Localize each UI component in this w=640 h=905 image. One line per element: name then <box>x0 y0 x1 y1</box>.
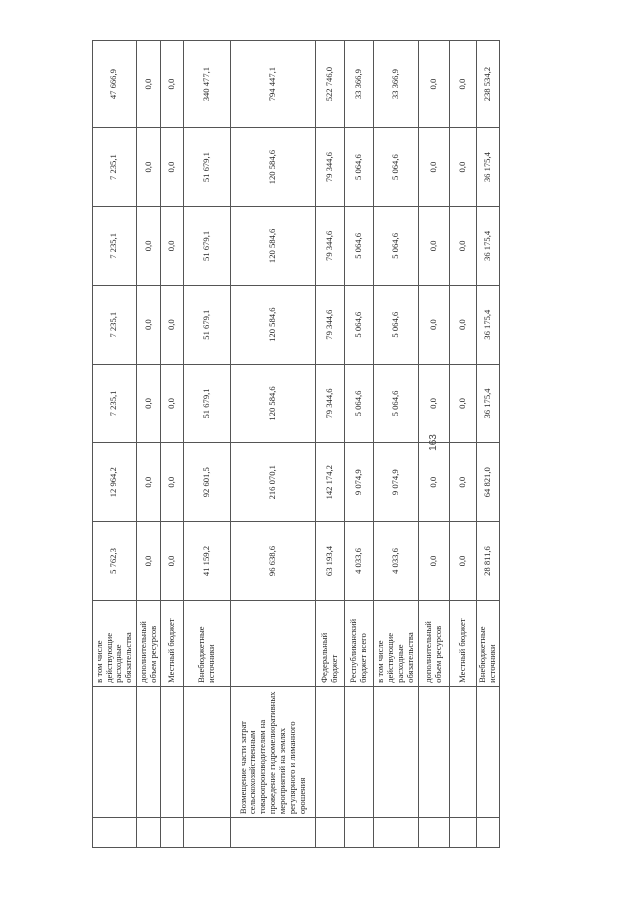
value-cell: 120 584,6 <box>231 207 315 286</box>
value-cell: 9 074,9 <box>344 443 373 522</box>
row-number-cell <box>373 818 418 848</box>
value-cell: 0,0 <box>136 207 161 286</box>
value-cell: 36 175,4 <box>476 207 500 286</box>
funding-source-cell: дополнительный объем ресурсов <box>418 600 449 686</box>
value-cell: 96 638,6 <box>231 522 315 601</box>
row-number-cell <box>476 818 500 848</box>
value-cell: 51 679,1 <box>184 128 231 207</box>
value-cell: 0,0 <box>136 364 161 443</box>
total-cell: 522 746,0 <box>315 41 344 128</box>
total-cell: 794 447,1 <box>231 41 315 128</box>
value-cell: 12 964,2 <box>93 443 137 522</box>
value-cell: 4 033,6 <box>344 522 373 601</box>
value-cell: 5 064,6 <box>373 364 418 443</box>
value-cell: 5 064,6 <box>373 285 418 364</box>
value-cell: 0,0 <box>136 285 161 364</box>
funding-source-cell: в том числе действующие расходные обязательства <box>373 600 418 686</box>
value-cell: 0,0 <box>418 522 449 601</box>
total-cell: 238 534,2 <box>476 41 500 128</box>
funding-source-cell: дополнительный объем ресурсов <box>136 600 161 686</box>
value-cell: 5 064,6 <box>373 128 418 207</box>
value-cell: 0,0 <box>418 364 449 443</box>
table-row <box>476 41 500 848</box>
value-cell: 5 762,3 <box>93 522 137 601</box>
value-cell: 0,0 <box>161 364 184 443</box>
total-cell: 33 366,9 <box>373 41 418 128</box>
value-cell: 0,0 <box>418 443 449 522</box>
value-cell: 79 344,6 <box>315 207 344 286</box>
measure-cell <box>344 686 373 817</box>
value-cell: 216 070,1 <box>231 443 315 522</box>
value-cell: 9 074,9 <box>373 443 418 522</box>
table-row <box>136 41 161 848</box>
value-cell: 0,0 <box>136 522 161 601</box>
value-cell: 51 679,1 <box>184 207 231 286</box>
row-number-cell <box>315 818 344 848</box>
value-cell: 0,0 <box>161 128 184 207</box>
value-cell: 28 811,6 <box>476 522 500 601</box>
value-cell: 5 064,6 <box>373 207 418 286</box>
value-cell: 0,0 <box>449 443 476 522</box>
value-cell: 41 159,2 <box>184 522 231 601</box>
value-cell: 0,0 <box>161 207 184 286</box>
value-cell: 5 064,6 <box>344 285 373 364</box>
value-cell: 0,0 <box>418 128 449 207</box>
value-cell: 64 821,0 <box>476 443 500 522</box>
value-cell: 0,0 <box>418 285 449 364</box>
value-cell: 0,0 <box>161 443 184 522</box>
table-row <box>344 41 373 848</box>
value-cell: 79 344,6 <box>315 285 344 364</box>
row-number-cell <box>184 818 231 848</box>
row-number-cell <box>161 818 184 848</box>
row-number-cell <box>344 818 373 848</box>
total-cell: 0,0 <box>418 41 449 128</box>
funding-source-cell <box>231 600 315 686</box>
funding-source-cell: Местный бюджет <box>161 600 184 686</box>
row-number-cell <box>93 818 137 848</box>
value-cell: 92 601,5 <box>184 443 231 522</box>
value-cell: 120 584,6 <box>231 364 315 443</box>
value-cell: 0,0 <box>136 128 161 207</box>
value-cell: 7 235,1 <box>93 364 137 443</box>
total-cell: 0,0 <box>449 41 476 128</box>
value-cell: 51 679,1 <box>184 364 231 443</box>
value-cell: 0,0 <box>161 285 184 364</box>
value-cell: 7 235,1 <box>93 128 137 207</box>
value-cell: 0,0 <box>161 522 184 601</box>
measure-cell <box>161 686 184 817</box>
total-cell: 0,0 <box>161 41 184 128</box>
value-cell: 0,0 <box>449 522 476 601</box>
row-number-cell <box>136 818 161 848</box>
funding-source-cell: в том числе действующие расходные обязательства <box>93 600 137 686</box>
value-cell: 51 679,1 <box>184 285 231 364</box>
value-cell: 120 584,6 <box>231 128 315 207</box>
measure-cell: Возмещение части затрат сельскохозяйственным товаропроизводителям на проведение гидромелиоративных мероприятий на землях регулярного и лиманного орошения <box>231 686 315 817</box>
measure-cell <box>449 686 476 817</box>
value-cell: 0,0 <box>418 207 449 286</box>
value-cell: 0,0 <box>449 364 476 443</box>
funding-source-cell: Республиканский бюджет всего <box>344 600 373 686</box>
measure-cell <box>184 686 231 817</box>
page-number: 163 <box>427 434 439 451</box>
measure-cell <box>315 686 344 817</box>
row-number-cell <box>418 818 449 848</box>
value-cell: 5 064,6 <box>344 364 373 443</box>
value-cell: 4 033,6 <box>373 522 418 601</box>
value-cell: 36 175,4 <box>476 285 500 364</box>
table-row <box>231 41 315 848</box>
row-number-cell <box>231 818 315 848</box>
value-cell: 5 064,6 <box>344 128 373 207</box>
value-cell: 36 175,4 <box>476 364 500 443</box>
funding-source-cell: Внебюджетные источники <box>184 600 231 686</box>
total-cell: 340 477,1 <box>184 41 231 128</box>
value-cell: 5 064,6 <box>344 207 373 286</box>
table-row <box>161 41 184 848</box>
value-cell: 120 584,6 <box>231 285 315 364</box>
value-cell: 0,0 <box>136 443 161 522</box>
funding-source-cell: Внебюджетные источники <box>476 600 500 686</box>
value-cell: 7 235,1 <box>93 285 137 364</box>
value-cell: 36 175,4 <box>476 128 500 207</box>
measure-cell <box>93 686 137 817</box>
value-cell: 79 344,6 <box>315 128 344 207</box>
value-cell: 79 344,6 <box>315 364 344 443</box>
total-cell: 47 666,9 <box>93 41 137 128</box>
value-cell: 7 235,1 <box>93 207 137 286</box>
funding-source-cell: Местный бюджет <box>449 600 476 686</box>
measure-cell <box>373 686 418 817</box>
value-cell: 142 174,2 <box>315 443 344 522</box>
measure-cell <box>476 686 500 817</box>
table-row <box>93 41 137 848</box>
value-cell: 0,0 <box>449 285 476 364</box>
value-cell: 0,0 <box>449 207 476 286</box>
measure-cell <box>136 686 161 817</box>
total-cell: 0,0 <box>136 41 161 128</box>
total-cell: 33 366,9 <box>344 41 373 128</box>
value-cell: 63 193,4 <box>315 522 344 601</box>
row-number-cell <box>449 818 476 848</box>
table-row <box>449 41 476 848</box>
table-row <box>315 41 344 848</box>
funding-source-cell: Федеральный бюджет <box>315 600 344 686</box>
table-row <box>373 41 418 848</box>
measure-cell <box>418 686 449 817</box>
value-cell: 0,0 <box>449 128 476 207</box>
table-row <box>184 41 231 848</box>
